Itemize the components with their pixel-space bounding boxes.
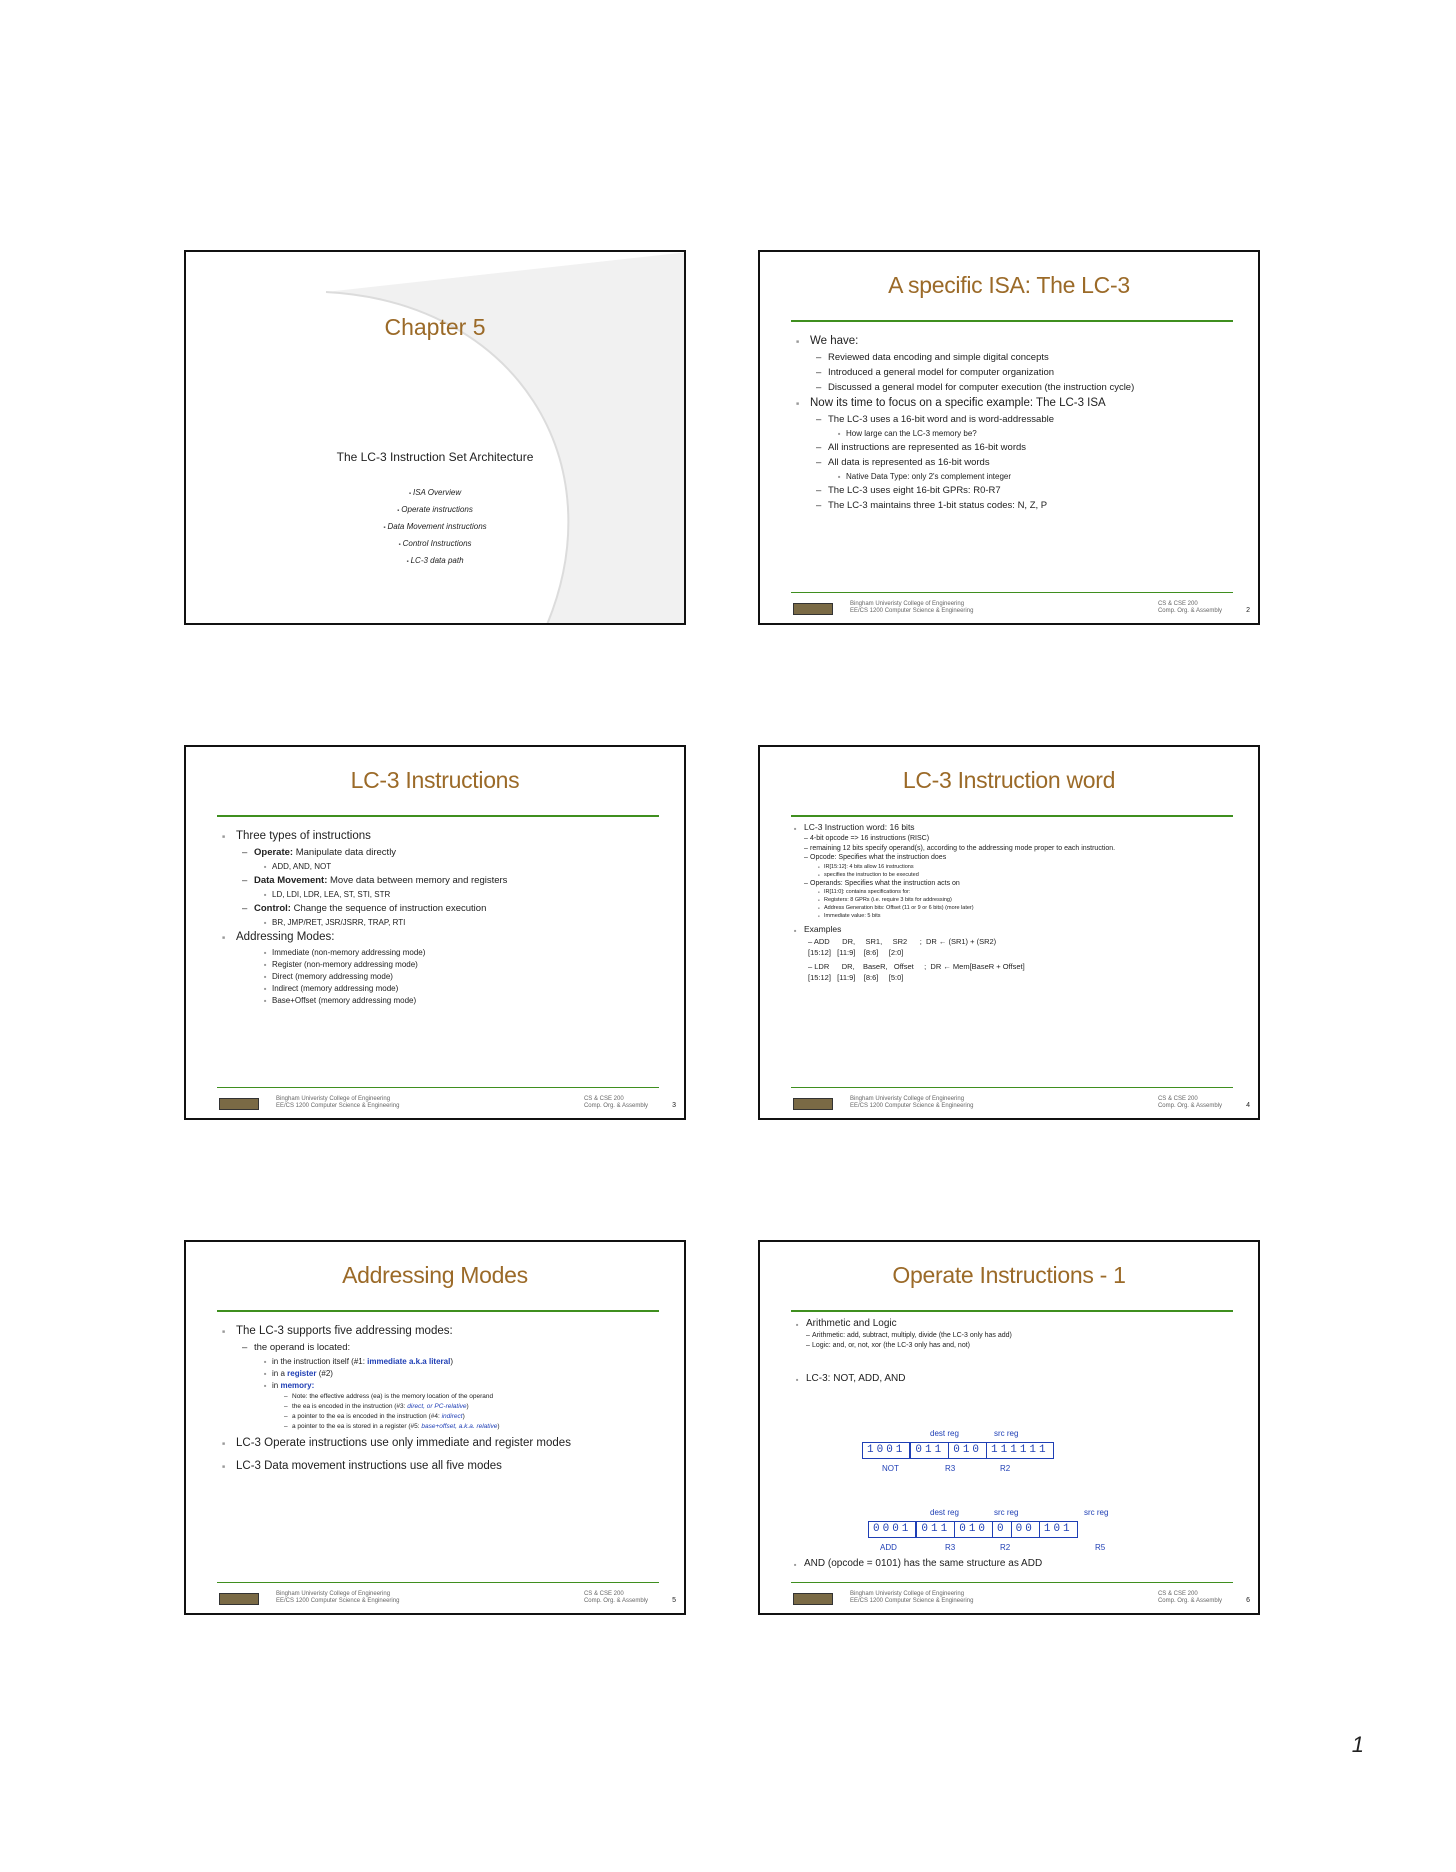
not-instruction-bits <box>862 1442 1054 1459</box>
footer-course: CS & CSE 200 Comp. Org. & Assembly <box>583 1096 648 1109</box>
slide-title: Operate Instructions - 1 <box>892 1262 1126 1288</box>
footer-course: CS & CSE 200 Comp. Org. & Assembly <box>583 1591 648 1604</box>
ones-field: 111111 <box>991 1444 1049 1456</box>
sub-bullet: – Logic: and, or, not, xor (the LC-3 only has and, not) <box>806 1341 1244 1351</box>
example-bits: [15:12] [11:9] [8:6] [5:0] <box>808 973 904 982</box>
sub-sub-bullet: ■ Registers: 8 GPRs (i.e. require 3 bits for addressing) <box>818 896 1244 904</box>
title-divider <box>217 1310 659 1312</box>
sub-bullet: – Control: Change the sequence of instruction execution <box>242 902 670 915</box>
bullet: ■ Arithmetic and Logic <box>796 1317 1244 1330</box>
bullet: ■ AND (opcode = 0101) has the same structure as ADD <box>794 1557 1042 1570</box>
sub-sub-bullet: ■ BR, JMP/RET, JSR/JSRR, TRAP, RTI <box>264 917 670 928</box>
example-line: – ADD DR, SR1, SR2 ; DR ← (SR1) + (SR2) <box>808 937 997 946</box>
footer-course: CS & CSE 200 Comp. Org. & Assembly <box>1157 601 1222 614</box>
slide-title: Addressing Modes <box>342 1262 528 1288</box>
bullet: ■ Addressing Modes: <box>222 930 670 945</box>
bullet: ■ The LC-3 supports five addressing modes: <box>222 1324 670 1339</box>
title-divider <box>791 815 1233 817</box>
sub-sub-bullet: ■ How large can the LC-3 memory be? <box>838 428 1244 439</box>
footer-divider <box>791 592 1233 593</box>
sub-bullet: – Arithmetic: add, subtract, multiply, divide (the LC-3 only has add) <box>806 1331 1244 1341</box>
sub-bullet: – 4-bit opcode => 16 instructions (RISC) <box>804 834 1244 844</box>
slide-title: A specific ISA: The LC-3 <box>888 272 1130 298</box>
footer-course: CS & CSE 200 Comp. Org. & Assembly <box>1157 1096 1222 1109</box>
example-bits: [15:12] [11:9] [8:6] [2:0] <box>808 948 904 957</box>
sub-sub-bullet: ■ in a register (#2) <box>264 1368 670 1379</box>
bullet: ■ Three types of instructions <box>222 829 670 844</box>
bullet: ■ LC-3 Instruction word: 16 bits <box>794 822 1244 833</box>
footer-course: CS & CSE 200 Comp. Org. & Assembly <box>1157 1591 1222 1604</box>
slide-body <box>796 332 1244 514</box>
opcode-field: 1001 <box>863 1443 911 1458</box>
mode-field: 0 <box>993 1522 1012 1537</box>
toc-item: ▪ Operate instructions <box>186 502 684 519</box>
title-divider <box>217 815 659 817</box>
footer-institution: Bingham Univeristy College of Engineering EE/CS 1200 Computer Science & Engineering <box>276 1591 400 1604</box>
university-logo <box>793 1098 833 1110</box>
page-number: 1 <box>1351 1732 1364 1757</box>
slide-title: LC-3 Instruction word <box>902 767 1116 793</box>
sub-sub-bullet: ■ LD, LDI, LDR, LEA, ST, STI, STR <box>264 889 670 900</box>
src-reg-label: src reg <box>1084 1508 1109 1517</box>
university-logo <box>219 1593 259 1605</box>
src-reg-label: src reg <box>994 1508 1019 1517</box>
slide-number: 4 <box>1246 1102 1250 1109</box>
slide-title: LC-3 Instructions <box>350 767 520 793</box>
slide-body <box>796 1316 1244 1386</box>
slide-number: 2 <box>1246 607 1250 614</box>
sub-bullet: – The LC-3 uses a 16-bit word and is word-addressable <box>816 413 1244 426</box>
university-logo <box>793 1593 833 1605</box>
sub-sub-bullet: ■ IR[15:12]: 4 bits allow 16 instructions <box>818 863 1244 871</box>
sub-bullet: – Data Movement: Move data between memory and registers <box>242 874 670 887</box>
note-line: – the ea is encoded in the instruction (#3: direct, or PC-relative) <box>284 1402 670 1412</box>
slide-6 <box>758 1240 1260 1615</box>
dest-reg-label: dest reg <box>930 1429 959 1438</box>
opcode-field: 0001 <box>869 1522 917 1537</box>
sub-sub-bullet: ■ in memory: <box>264 1380 670 1391</box>
footer-institution: Bingham Univeristy College of Engineering EE/CS 1200 Computer Science & Engineering <box>850 1591 974 1604</box>
footer-institution: Bingham Univeristy College of Engineering EE/CS 1200 Computer Science & Engineering <box>850 601 974 614</box>
bullet: ■ LC-3 Operate instructions use only immediate and register modes <box>222 1436 670 1451</box>
slide-body <box>222 1322 670 1476</box>
bullet: ■ We have: <box>796 334 1244 349</box>
slide-body <box>794 821 1244 983</box>
sub-sub-bullet: ■ Immediate (non-memory addressing mode) <box>264 947 670 958</box>
sub-bullet: – All instructions are represented as 16-bit words <box>816 441 1244 454</box>
note-line: – a pointer to the ea is stored in a register (#5: base+offset, a.k.a. relative) <box>284 1422 670 1432</box>
bullet: ■ LC-3 Data movement instructions use all five modes <box>222 1459 670 1474</box>
slide-5 <box>184 1240 686 1615</box>
op-label: NOT <box>882 1464 899 1473</box>
slide-number: 5 <box>672 1597 676 1604</box>
sub-bullet: – The LC-3 uses eight 16-bit GPRs: R0-R7 <box>816 484 1244 497</box>
sub-bullet: – All data is represented as 16-bit words <box>816 456 1244 469</box>
src-field: 010 <box>949 1443 987 1458</box>
toc-item: ▪ Control Instructions <box>186 536 684 553</box>
dest-reg-label: dest reg <box>930 1508 959 1517</box>
slide-3 <box>184 745 686 1120</box>
title-divider <box>791 320 1233 322</box>
sub-bullet: – remaining 12 bits specify operand(s), according to the addressing mode proper to each instruction. <box>804 844 1244 854</box>
op-label: ADD <box>880 1543 897 1552</box>
sub-sub-bullet: ■ IR[11:0]: contains specifications for: <box>818 888 1244 896</box>
sub-sub-bullet: ■ Base+Offset (memory addressing mode) <box>264 995 670 1006</box>
bullet: ■ Now its time to focus on a specific example: The LC-3 ISA <box>796 396 1244 411</box>
sub-sub-bullet: ■ in the instruction itself (#1: immediate a.k.a literal) <box>264 1356 670 1367</box>
footer-divider <box>791 1582 1233 1583</box>
table-of-contents <box>186 485 684 570</box>
footer-divider <box>791 1087 1233 1088</box>
reg-label: R2 <box>1000 1464 1011 1473</box>
src-reg-label: src reg <box>994 1429 1019 1438</box>
toc-item: ▪ LC-3 data path <box>186 553 684 570</box>
sub-sub-bullet: ■ Native Data Type: only 2's complement integer <box>838 471 1244 482</box>
university-logo <box>219 1098 259 1110</box>
footer-divider <box>217 1582 659 1583</box>
note-line: – Note: the effective address (ea) is the memory location of the operand <box>284 1392 670 1402</box>
footer-divider <box>217 1087 659 1088</box>
toc-item: ▪ Data Movement instructions <box>186 519 684 536</box>
bullet: ■ LC-3: NOT, ADD, AND <box>796 1372 1244 1385</box>
add-instruction-bits <box>868 1521 1078 1538</box>
zero-field: 00 <box>1012 1522 1040 1537</box>
src2-field: 101 <box>1043 1523 1073 1535</box>
example-line: – LDR DR, BaseR, Offset ; DR ← Mem[BaseR + Offset] <box>808 962 1025 971</box>
footer-institution: Bingham Univeristy College of Engineering EE/CS 1200 Computer Science & Engineering <box>850 1096 974 1109</box>
sub-bullet: – Operate: Manipulate data directly <box>242 846 670 859</box>
sub-bullet: – Operands: Specifies what the instruction acts on <box>804 879 1244 889</box>
reg-label: R2 <box>1000 1543 1011 1552</box>
slide-body <box>222 827 670 1007</box>
university-logo <box>793 603 833 615</box>
sub-sub-bullet: ■ ADD, AND, NOT <box>264 861 670 872</box>
sub-bullet: – Introduced a general model for computer organization <box>816 366 1244 379</box>
sub-sub-bullet: ■ Indirect (memory addressing mode) <box>264 983 670 994</box>
slide-number: 3 <box>672 1102 676 1109</box>
footer-institution: Bingham Univeristy College of Engineering EE/CS 1200 Computer Science & Engineering <box>276 1096 400 1109</box>
bullet: ■ Examples <box>794 924 1244 935</box>
sub-sub-bullet: ■ Immediate value: 5 bits <box>818 912 1244 920</box>
sub-bullet: – the operand is located: <box>242 1341 670 1354</box>
slide-1 <box>184 250 686 625</box>
sub-sub-bullet: ■ Register (non-memory addressing mode) <box>264 959 670 970</box>
slide-4 <box>758 745 1260 1120</box>
slide-number: 6 <box>1246 1597 1250 1604</box>
src-field: 010 <box>955 1522 993 1537</box>
dest-field: 011 <box>917 1522 955 1537</box>
reg-label: R5 <box>1095 1543 1106 1552</box>
reg-label: R3 <box>945 1543 956 1552</box>
sub-sub-bullet: ■ specifies the instruction to be executed <box>818 871 1244 879</box>
chapter-subtitle: The LC-3 Instruction Set Architecture <box>336 450 534 464</box>
title-divider <box>791 1310 1233 1312</box>
sub-sub-bullet: ■ Direct (memory addressing mode) <box>264 971 670 982</box>
note-line: – a pointer to the ea is encoded in the instruction (#4: indirect) <box>284 1412 670 1422</box>
sub-sub-bullet: ■ Address Generation bits: Offset (11 or 9 or 6 bits) (more later) <box>818 904 1244 912</box>
chapter-title: Chapter 5 <box>384 314 486 340</box>
dest-field: 011 <box>911 1443 949 1458</box>
sub-bullet: – Reviewed data encoding and simple digital concepts <box>816 351 1244 364</box>
slide-2 <box>758 250 1260 625</box>
sub-bullet: – The LC-3 maintains three 1-bit status codes: N, Z, P <box>816 499 1244 512</box>
reg-label: R3 <box>945 1464 956 1473</box>
toc-item: ▪ ISA Overview <box>186 485 684 502</box>
sub-bullet: – Discussed a general model for computer execution (the instruction cycle) <box>816 381 1244 394</box>
sub-bullet: – Opcode: Specifies what the instruction does <box>804 853 1244 863</box>
